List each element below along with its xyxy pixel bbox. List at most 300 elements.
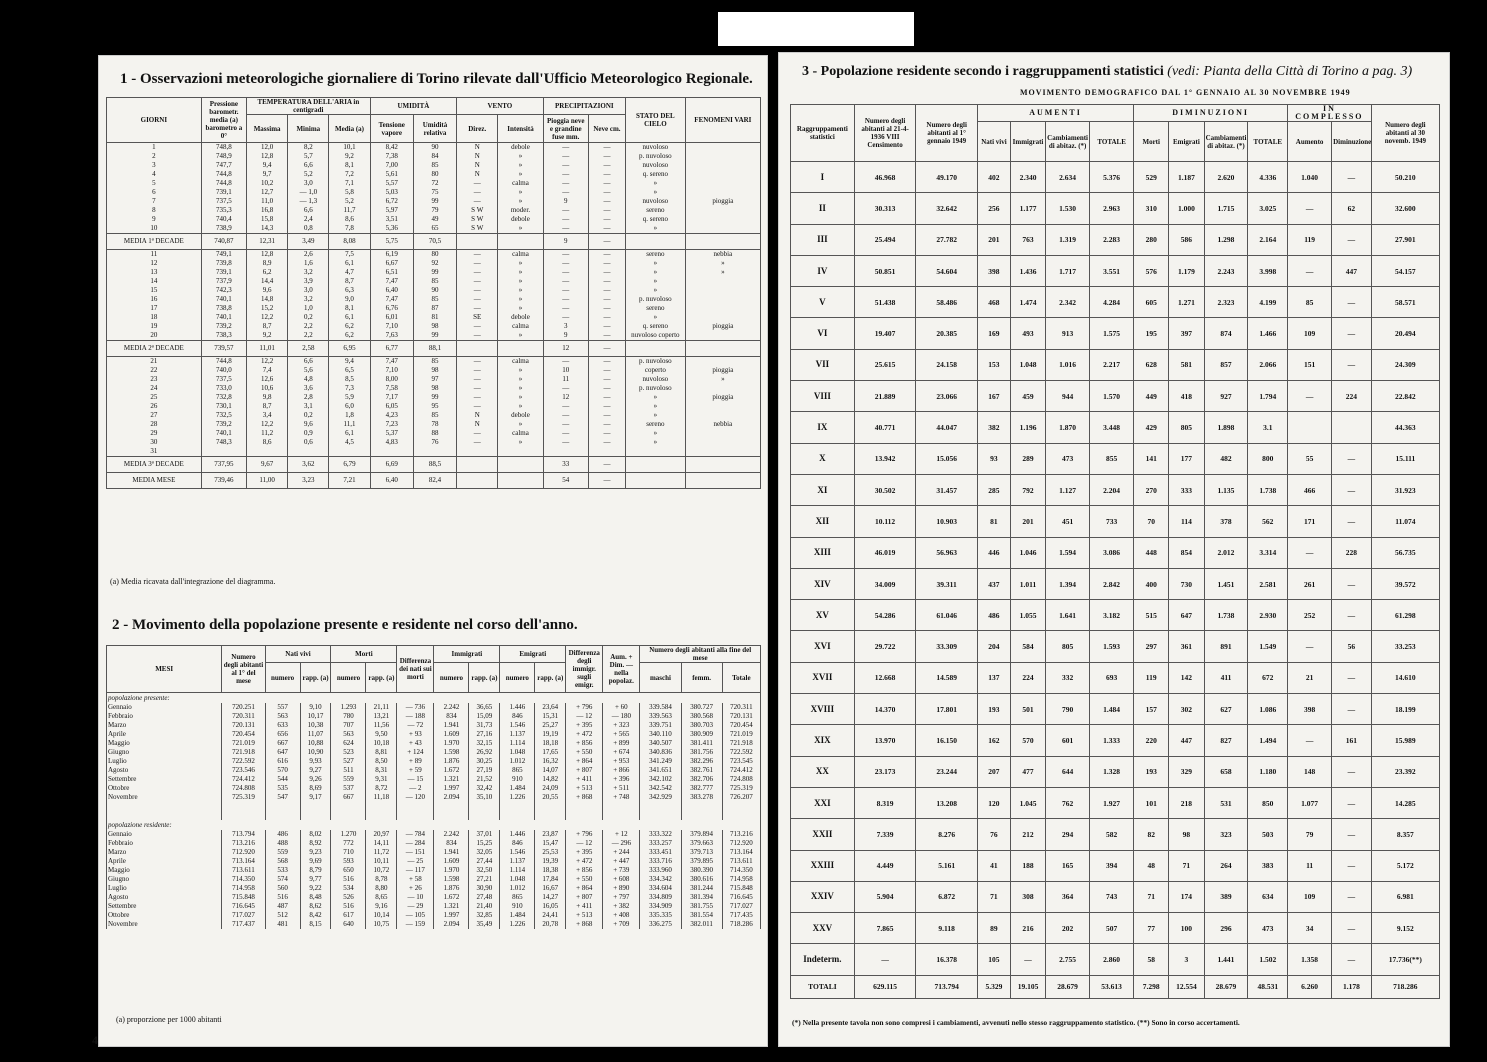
table-cell: 834 — [434, 839, 469, 848]
table-cell: 167 — [977, 381, 1010, 412]
table-cell: 341.651 — [640, 766, 681, 775]
table-cell: 493 — [1010, 318, 1045, 349]
table-cell: 20.494 — [1371, 318, 1439, 349]
table-cell: calma — [498, 250, 543, 260]
table-cell: — — [588, 179, 625, 188]
table-cell: 720.251 — [222, 703, 265, 712]
table-cell: Gennaio — [107, 703, 222, 712]
table-cell: + 124 — [397, 748, 434, 757]
table-cell: » — [498, 393, 543, 402]
meteo-day-row — [107, 161, 761, 170]
header-pioggia: Pioggia neve e grandine fuse mm. — [543, 115, 588, 143]
table-cell: 1.436 — [1010, 255, 1045, 286]
table-cell: — 159 — [397, 920, 434, 929]
district-row — [791, 944, 1440, 975]
table-cell: » — [498, 161, 543, 170]
table-cell: Novembre — [107, 793, 222, 802]
table-cell: 8,02 — [300, 830, 331, 839]
table-cell: 715.848 — [722, 884, 760, 893]
table-cell: 2.243 — [1204, 255, 1248, 286]
table-cell: 739,1 — [201, 268, 246, 277]
table-cell: 448 — [1134, 537, 1169, 568]
table-cell: 17.736(**) — [1371, 944, 1439, 975]
table-cell: 720.311 — [722, 703, 760, 712]
table-cell: 56 — [1332, 631, 1372, 662]
population-present-row — [107, 757, 761, 766]
table-cell: 1.293 — [331, 703, 366, 712]
table-cell: » — [498, 170, 543, 179]
table-cell: 40.771 — [854, 412, 916, 443]
table-cell: — — [457, 322, 498, 331]
table-cell — [107, 802, 222, 811]
table-cell: 737,5 — [201, 375, 246, 384]
table-cell: 9,67 — [247, 457, 288, 473]
table-cell: 364 — [1046, 881, 1090, 912]
table-cell: 4.336 — [1248, 162, 1288, 193]
table-cell: Marzo — [107, 721, 222, 730]
table-cell: 722.592 — [222, 757, 265, 766]
table-cell: 5 — [107, 179, 202, 188]
table-cell: 9,93 — [300, 757, 331, 766]
table-cell: + 244 — [603, 848, 640, 857]
table-cell: 437 — [977, 568, 1010, 599]
table-cell: 5.172 — [1371, 850, 1439, 881]
table-cell: 1.394 — [1046, 568, 1090, 599]
section2-number: 2 - — [112, 617, 129, 633]
table-cell: 1.474 — [1010, 287, 1045, 318]
table-cell: 739,1 — [201, 188, 246, 197]
table-cell: 9,22 — [300, 884, 331, 893]
table-cell — [535, 802, 566, 811]
table-cell: p. nuvoloso — [626, 295, 686, 304]
table-cell — [498, 447, 543, 457]
table-cell: + 382 — [603, 902, 640, 911]
table-cell: » — [498, 366, 543, 375]
table-cell: — — [588, 402, 625, 411]
table-cell: N — [457, 143, 498, 153]
table-cell: 486 — [977, 600, 1010, 631]
table-cell — [247, 447, 288, 457]
header-tensione: Tensione vapore — [370, 115, 413, 143]
table-cell: XV — [791, 600, 855, 631]
table-cell: — — [543, 429, 588, 438]
table-cell: 2.755 — [1046, 944, 1090, 975]
table-cell: 9.118 — [916, 913, 978, 944]
table-cell — [300, 802, 331, 811]
meteo-day-row — [107, 259, 761, 268]
table-cell: 1.598 — [434, 748, 469, 757]
table-cell: + 396 — [603, 775, 640, 784]
table-cell: 7,4 — [247, 366, 288, 375]
table-cell: 1.187 — [1169, 162, 1204, 193]
table-cell: 772 — [331, 839, 366, 848]
table-cell: nuvoloso — [626, 375, 686, 384]
meteo-day-row — [107, 313, 761, 322]
table-cell: 1.114 — [500, 739, 535, 748]
table-cell: 16,8 — [247, 206, 288, 215]
table-cell: 26,92 — [469, 748, 500, 757]
table-cell — [222, 811, 265, 820]
table-cell: 747,7 — [201, 161, 246, 170]
table-cell: 6,6 — [288, 206, 329, 215]
table-cell: 2,6 — [288, 250, 329, 260]
table-cell: 165 — [1046, 850, 1090, 881]
table-cell: — — [457, 286, 498, 295]
table-cell: » — [498, 268, 543, 277]
table-cell: 739,2 — [201, 322, 246, 331]
table-cell: 1,0 — [288, 304, 329, 313]
table-cell: 98 — [413, 366, 456, 375]
table-cell: 6,79 — [329, 457, 370, 473]
table-cell: + 739 — [603, 866, 640, 875]
table-cell: 207 — [977, 756, 1010, 787]
table-cell: 3,62 — [288, 457, 329, 473]
table-cell: 1.593 — [1090, 631, 1134, 662]
table-cell — [107, 811, 222, 820]
table-cell: + 856 — [566, 866, 603, 875]
meteo-day-row — [107, 286, 761, 295]
table-cell: — — [1332, 756, 1372, 787]
district-row — [791, 224, 1440, 255]
meteo-day-row — [107, 366, 761, 375]
table-cell: 32,05 — [469, 848, 500, 857]
table-cell: — — [543, 357, 588, 367]
table-cell: 24.158 — [916, 349, 978, 380]
table-cell — [457, 341, 498, 357]
table-cell: 738,3 — [201, 331, 246, 341]
table-cell: 418 — [1169, 381, 1204, 412]
table-cell: 516 — [331, 902, 366, 911]
table-cell: 382 — [977, 412, 1010, 443]
table-cell: 2.217 — [1090, 349, 1134, 380]
section3-number: 3 - — [802, 64, 818, 79]
table-cell: 3,51 — [370, 215, 413, 224]
table-cell: Settembre — [107, 775, 222, 784]
table-cell: 24,09 — [535, 784, 566, 793]
table-cell: 1.328 — [1090, 756, 1134, 787]
table-cell: 9,6 — [288, 420, 329, 429]
table-cell: 738,9 — [201, 224, 246, 234]
meteo-day-row — [107, 215, 761, 224]
table-cell: 5,61 — [370, 170, 413, 179]
table-cell: MEDIA 2ª DECADE — [107, 341, 202, 357]
table-cell: 515 — [1134, 600, 1169, 631]
table-cell: 913 — [1046, 318, 1090, 349]
table-cell: 8,7 — [329, 277, 370, 286]
table-cell: 4.199 — [1248, 287, 1288, 318]
table-cell: — 151 — [397, 848, 434, 857]
table-cell: 8,15 — [300, 920, 331, 929]
table-cell: 6,1 — [329, 429, 370, 438]
table-cell: 547 — [265, 793, 300, 802]
table-cell: + 864 — [566, 884, 603, 893]
table-cell: 58.486 — [916, 287, 978, 318]
table-cell: 9 — [543, 197, 588, 206]
table-cell: — — [588, 384, 625, 393]
table-cell: 1.012 — [500, 884, 535, 893]
table-cell: Maggio — [107, 866, 222, 875]
table-cell: 169 — [977, 318, 1010, 349]
table-cell: XXIV — [791, 881, 855, 912]
table-cell: 21,11 — [366, 703, 397, 712]
table-cell: + 395 — [566, 848, 603, 857]
table-cell: 537 — [331, 784, 366, 793]
table-cell: + 511 — [603, 784, 640, 793]
table-cell: 87 — [413, 304, 456, 313]
table-cell: N — [457, 170, 498, 179]
table-cell: 735,3 — [201, 206, 246, 215]
table-cell: + 60 — [603, 703, 640, 712]
table-cell: + 796 — [566, 703, 603, 712]
table-cell: » — [498, 277, 543, 286]
header-emigrati-r: Emigrati — [1169, 122, 1204, 162]
table-cell: 15.111 — [1371, 443, 1439, 474]
table-cell: — — [1332, 224, 1372, 255]
table-cell: 9,7 — [247, 170, 288, 179]
table-cell: 5,6 — [288, 366, 329, 375]
table-cell: — — [457, 402, 498, 411]
table-cell: 228 — [1332, 537, 1372, 568]
table-cell: 6.872 — [916, 881, 978, 912]
table-cell: 30,90 — [469, 884, 500, 893]
meteo-decade-summary-row — [107, 234, 761, 250]
table-cell: 13.208 — [916, 787, 978, 818]
table-cell: 12,2 — [247, 357, 288, 367]
table-cell: — 2 — [397, 784, 434, 793]
table-cell: 151 — [1288, 349, 1332, 380]
table-cell: + 12 — [603, 830, 640, 839]
table-cell: — — [588, 277, 625, 286]
table-cell: » — [498, 152, 543, 161]
table-cell: 5.329 — [977, 975, 1010, 998]
table-cell: 1.870 — [1046, 412, 1090, 443]
table-cell: 29 — [107, 429, 202, 438]
table-cell — [457, 447, 498, 457]
table-cell: 334.604 — [640, 884, 681, 893]
table-cell: 724.808 — [222, 784, 265, 793]
table-cell — [397, 802, 434, 811]
table-cell: Febbraio — [107, 712, 222, 721]
table-cell: — — [1332, 162, 1372, 193]
table-cell — [685, 286, 760, 295]
table-cell: Ottobre — [107, 784, 222, 793]
table-cell: 6,95 — [329, 341, 370, 357]
table-cell: » — [626, 224, 686, 234]
table-cell: 10,6 — [247, 384, 288, 393]
table-cell: 201 — [1010, 506, 1045, 537]
table-cell: — 1,3 — [288, 197, 329, 206]
table-cell: 720.131 — [722, 712, 760, 721]
table-cell: 24,41 — [535, 911, 566, 920]
table-cell: 624 — [331, 739, 366, 748]
table-cell: — — [543, 304, 588, 313]
table-cell: 2.323 — [1204, 287, 1248, 318]
table-cell: 3.448 — [1090, 412, 1134, 443]
table-cell: 718.286 — [722, 920, 760, 929]
table-cell: 1.715 — [1204, 193, 1248, 224]
header-morti: Morti — [331, 646, 397, 663]
table-cell: S W — [457, 215, 498, 224]
table-cell: — — [1288, 255, 1332, 286]
table-cell: 6,0 — [329, 402, 370, 411]
table-cell: 6,2 — [247, 268, 288, 277]
table-cell — [498, 234, 543, 250]
table-cell: — — [457, 375, 498, 384]
table-cell: 0,8 — [288, 224, 329, 234]
table-cell: 21 — [107, 357, 202, 367]
table-cell — [685, 161, 760, 170]
table-cell: — — [543, 295, 588, 304]
table-cell — [331, 802, 366, 811]
table-cell: 9.152 — [1371, 913, 1439, 944]
table-cell: 724.808 — [722, 775, 760, 784]
table-cell: 119 — [1134, 662, 1169, 693]
population-present-row — [107, 712, 761, 721]
table-cell: 54.157 — [1371, 255, 1439, 286]
table-cell: » — [626, 179, 686, 188]
table-cell: 12,2 — [247, 313, 288, 322]
table-cell: 1.941 — [434, 721, 469, 730]
table-cell: 743 — [1090, 881, 1134, 912]
table-cell: 0,6 — [288, 438, 329, 447]
table-cell: 1.048 — [500, 875, 535, 884]
table-cell: 1.502 — [1248, 944, 1288, 975]
table-cell: — 296 — [603, 839, 640, 848]
table-cell: 289 — [1010, 443, 1045, 474]
table-cell: 7,63 — [370, 331, 413, 341]
table-cell: 6 — [107, 188, 202, 197]
table-cell: — — [588, 143, 625, 153]
table-cell: 27.901 — [1371, 224, 1439, 255]
population-resident-row — [107, 830, 761, 839]
table-cell: 805 — [1046, 631, 1090, 662]
table-cell: Agosto — [107, 766, 222, 775]
table-cell: pioggia — [685, 197, 760, 206]
table-cell: 8,72 — [366, 784, 397, 793]
table-cell: 32,42 — [469, 784, 500, 793]
section2-title-text: Movimento della popolazione presente e residente nel corso dell'anno. — [132, 617, 578, 633]
meteo-day-row — [107, 152, 761, 161]
table-cell: 6,77 — [370, 341, 413, 357]
table-cell: 7,23 — [370, 420, 413, 429]
top-tab-marker — [718, 12, 914, 46]
table-cell: 10 — [107, 224, 202, 234]
table-cell: — — [588, 295, 625, 304]
table-cell: 193 — [1134, 756, 1169, 787]
table-cell: 381.554 — [681, 911, 722, 920]
table-cell: 98 — [413, 384, 456, 393]
table-cell: 854 — [1169, 537, 1204, 568]
table-cell: 12,31 — [247, 234, 288, 250]
section1-title — [120, 71, 753, 88]
meteo-day-row — [107, 420, 761, 429]
district-body — [791, 162, 1440, 999]
table-cell: — — [1332, 506, 1372, 537]
table-cell: 739,8 — [201, 259, 246, 268]
district-row — [791, 756, 1440, 787]
table-cell: — 12 — [566, 712, 603, 721]
table-cell — [498, 457, 543, 473]
table-cell: 7,5 — [329, 250, 370, 260]
meteo-day-row — [107, 402, 761, 411]
table-cell: 89 — [977, 913, 1010, 944]
table-cell — [685, 206, 760, 215]
table-cell: 725.319 — [222, 793, 265, 802]
table-cell: 8,80 — [366, 884, 397, 893]
table-cell: nuvoloso — [626, 197, 686, 206]
table-cell: 8,42 — [300, 911, 331, 920]
table-cell: 8,42 — [370, 143, 413, 153]
table-cell: pioggia — [685, 393, 760, 402]
table-cell: — — [1288, 725, 1332, 756]
table-cell: — — [457, 179, 498, 188]
table-cell: Maggio — [107, 739, 222, 748]
table-cell: 411 — [1204, 662, 1248, 693]
table-cell: 28.679 — [1046, 975, 1090, 998]
table-cell — [685, 341, 760, 357]
table-cell — [397, 811, 434, 820]
table-cell: 716.645 — [722, 893, 760, 902]
header-morti-r: Morti — [1134, 122, 1169, 162]
table-cell: calma — [498, 179, 543, 188]
table-cell: 9,69 — [300, 857, 331, 866]
table-cell: 2.963 — [1090, 193, 1134, 224]
table-cell: 857 — [1204, 349, 1248, 380]
table-cell: 224 — [1010, 662, 1045, 693]
population-resident-row — [107, 857, 761, 866]
table-cell: 333.257 — [640, 839, 681, 848]
table-cell: 1.794 — [1248, 381, 1288, 412]
table-cell: 11,2 — [247, 429, 288, 438]
meteo-day-row — [107, 277, 761, 286]
table-cell: 4.449 — [854, 850, 916, 881]
table-cell: 7.339 — [854, 819, 916, 850]
district-row — [791, 850, 1440, 881]
table-cell: 3,4 — [247, 411, 288, 420]
table-cell: 21 — [1288, 662, 1332, 693]
table-cell: 19,19 — [535, 730, 566, 739]
meteo-day-row — [107, 357, 761, 367]
table-cell: 1.941 — [434, 848, 469, 857]
district-row — [791, 381, 1440, 412]
table-cell: sereno — [626, 420, 686, 429]
table-cell: 71 — [1134, 881, 1169, 912]
table-cell: 6,5 — [329, 366, 370, 375]
table-cell: » — [626, 268, 686, 277]
table-cell: 473 — [1248, 913, 1288, 944]
table-cell: 9,4 — [329, 357, 370, 367]
table-cell: — — [543, 259, 588, 268]
table-cell: 71 — [1169, 850, 1204, 881]
table-cell: 733 — [1090, 506, 1134, 537]
table-cell: 656 — [265, 730, 300, 739]
table-cell: 85 — [413, 277, 456, 286]
table-cell: p. nuvoloso — [626, 357, 686, 367]
table-cell: 379.663 — [681, 839, 722, 848]
table-cell: 55 — [1288, 443, 1332, 474]
table-cell: 601 — [1046, 725, 1090, 756]
table-cell: 19 — [107, 322, 202, 331]
table-cell: 174 — [1169, 881, 1204, 912]
table-cell: XII — [791, 506, 855, 537]
table-cell — [498, 341, 543, 357]
table-cell: 20 — [107, 331, 202, 341]
table-cell: 1.012 — [500, 757, 535, 766]
table-cell: 32,15 — [469, 739, 500, 748]
table-cell: 6,40 — [370, 286, 413, 295]
table-cell: 153 — [977, 349, 1010, 380]
table-cell: 3,23 — [288, 473, 329, 489]
